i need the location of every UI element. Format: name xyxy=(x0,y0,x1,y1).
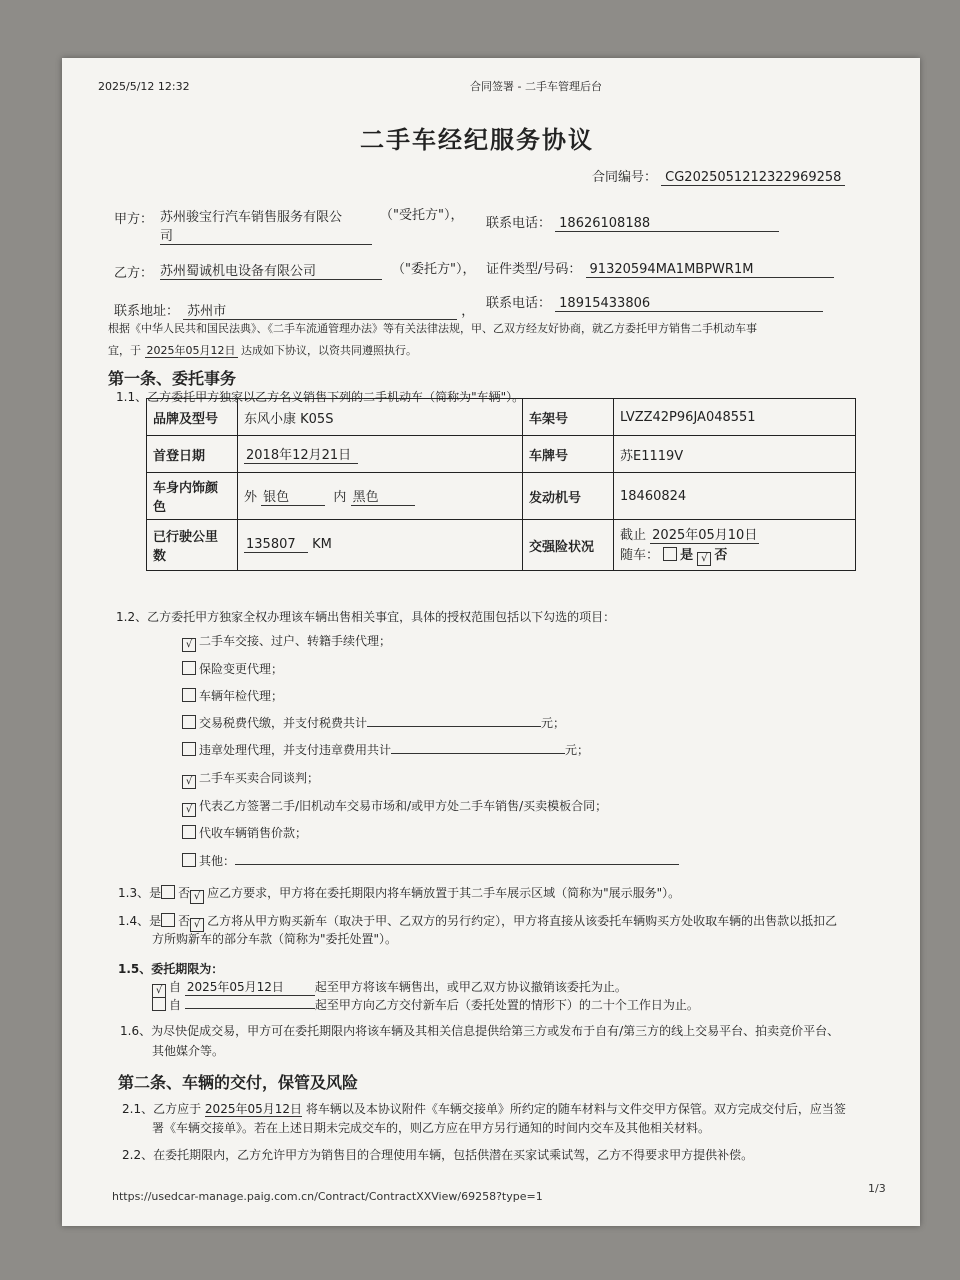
section-2-title: 第二条、车辆的交付，保管及风险 xyxy=(118,1073,359,1092)
interior-color: 黑色 xyxy=(351,486,415,506)
option-other: 其他： xyxy=(182,852,679,869)
option-negotiation: √ 二手车买卖合同谈判； xyxy=(182,769,319,789)
mileage-value: 135807 xyxy=(244,537,308,553)
page-number: 1/3 xyxy=(868,1182,886,1195)
c13-no-checkbox: √ xyxy=(190,890,204,904)
document-title: 二手车经纪服务协议 xyxy=(360,126,594,154)
clause-1-6-line-2: 其他媒介等。 xyxy=(152,1044,225,1058)
print-page-title: 合同签署 - 二手车管理后台 xyxy=(470,80,602,93)
exterior-color: 银色 xyxy=(261,486,325,506)
clause-2-1: 2.1、乙方应于 2025年05月12日 将车辆以及本协议附件《车辆交接单》所约定的随车材料与文件交甲方保管。双方完成交付后，应当签 xyxy=(122,1102,846,1116)
contract-page xyxy=(62,58,920,1226)
c14-yes-checkbox xyxy=(161,913,175,927)
option-insurance: 保险变更代理； xyxy=(182,660,283,677)
party-a-role: （"受托方"）， xyxy=(380,208,464,223)
option-inspection: 车辆年检代理； xyxy=(182,687,283,704)
term-option-2: 自 起至甲方向乙方交付新车后（委托处置的情形下）的二十个工作日为止。 xyxy=(152,996,699,1013)
party-b-role: （"委托方"）， xyxy=(392,262,476,277)
clause-1-3: 1.3、是 否 √ 应乙方要求，甲方将在委托期限内将车辆放置于其二手车展示区域（简称为"展示服务"）。 xyxy=(118,886,681,902)
table-row: 首登日期 2018年12月21日 车牌号 苏E1119V xyxy=(147,436,856,473)
party-b-id: 证件类型/号码： 91320594MA1MBPWR1M xyxy=(486,258,834,278)
plate-value: 苏E1119V xyxy=(614,436,856,473)
footer-url: https://usedcar-manage.paig.com.cn/Contract/ContractXXView/69258?type=1 xyxy=(112,1190,543,1203)
contract-number-value: CG2025051212322969258 xyxy=(661,170,845,186)
party-a-name: 苏州骏宝行汽车销售服务有限公 司 xyxy=(160,206,372,245)
party-a-label: 甲方： xyxy=(114,212,154,227)
engine-value: 18460824 xyxy=(614,473,856,520)
table-row: 已行驶公里 数 135807 KM 交强险状况 截止 2025年05月10日 随车： 是 √ 否 xyxy=(147,520,856,571)
party-b-address: 联系地址： 苏州市 ， xyxy=(114,300,474,320)
party-b-name: 苏州蜀诚机电设备有限公司 xyxy=(160,260,382,280)
clause-1-2: 1.2、乙方委托甲方独家全权办理该车辆出售相关事宜，具体的授权范围包括以下勾选的项目： xyxy=(116,610,616,624)
option-collect-payment: 代收车辆销售价款； xyxy=(182,824,307,841)
party-b-phone: 联系电话： 18915433806 xyxy=(486,292,823,312)
option-sign-contract: √ 代表乙方签署二手/旧机动车交易市场和/或甲方处二手车销售/买卖模板合同； xyxy=(182,797,607,817)
c14-no-checkbox: √ xyxy=(190,918,204,932)
clause-2-2: 2.2、在委托期限内，乙方允许甲方为销售目的合理使用车辆，包括供潜在买家试乘试驾，乙方不得要求甲方提供补偿。 xyxy=(122,1148,754,1162)
clause-2-1-line-2: 署《车辆交接单》。若在上述日期未完成交车的，则乙方应在甲方另行通知的时间内交车及其他相关材料。 xyxy=(152,1121,711,1135)
vehicle-info-table xyxy=(146,398,856,571)
brand-value: 东风小康 K05S xyxy=(238,399,523,436)
table-row: 车身内饰颜 色 外 银色 内 黑色 发动机号 18460824 xyxy=(147,473,856,520)
print-datetime: 2025/5/12 12:32 xyxy=(98,80,190,93)
reg-date-value: 2018年12月21日 xyxy=(244,444,358,464)
insurance-no-checkbox: √ xyxy=(697,552,711,566)
clause-1-1: 1.1、乙方委托甲方独家以乙方名义销售下列的二手机动车（简称为"车辆"）。 xyxy=(116,390,525,404)
preamble-line-1: 根据《中华人民共和国民法典》、《二手车流通管理办法》等有关法律法规，甲、乙双方经友好协商，就乙方委托甲方销售二手机动车事 xyxy=(108,322,757,335)
party-a-phone: 联系电话： 18626108188 xyxy=(486,212,779,232)
party-b-label: 乙方： xyxy=(114,266,154,281)
option-tax: 交易税费代缴，并支付税费共计 元； xyxy=(182,714,565,731)
preamble-line-2: 宜，于 2025年05月12日 达成如下协议，以资共同遵照执行。 xyxy=(108,344,417,357)
insurance-date: 2025年05月10日 xyxy=(650,524,759,544)
c13-yes-checkbox xyxy=(161,885,175,899)
insurance-yes-checkbox xyxy=(663,547,677,561)
vin-value: LVZZ42P96JA048551 xyxy=(614,399,856,436)
option-violation: 违章处理代理，并支付违章费用共计 元； xyxy=(182,741,589,758)
table-row: 品牌及型号 东风小康 K05S 车架号 LVZZ42P96JA048551 xyxy=(147,399,856,436)
clause-1-6: 1.6、为尽快促成交易，甲方可在委托期限内将该车辆及其相关信息提供给第三方或发布于自有/第三方的线上交易平台、拍卖竞价平台、 xyxy=(120,1024,840,1038)
term-option-1: √ 自 2025年05月12日 起至甲方将该车辆售出，或甲乙双方协议撤销该委托为止。 xyxy=(152,978,627,998)
option-transfer: √ 二手车交接、过户、转籍手续代理； xyxy=(182,632,391,652)
section-1-title: 第一条、委托事务 xyxy=(108,369,237,388)
clause-1-5-title: 1.5、委托期限为： xyxy=(118,962,224,976)
clause-1-4-line-2: 方所购新车的部分车款（简称为"委托处置"）。 xyxy=(152,932,398,946)
clause-1-4: 1.4、是 否 √ 乙方将从甲方购买新车（取决于甲、乙双方的另行约定），甲方将直接从该委托车辆购买方处收取车辆的出售款以抵扣乙 xyxy=(118,914,838,930)
contract-number: 合同编号： CG2025051212322969258 xyxy=(592,166,845,185)
